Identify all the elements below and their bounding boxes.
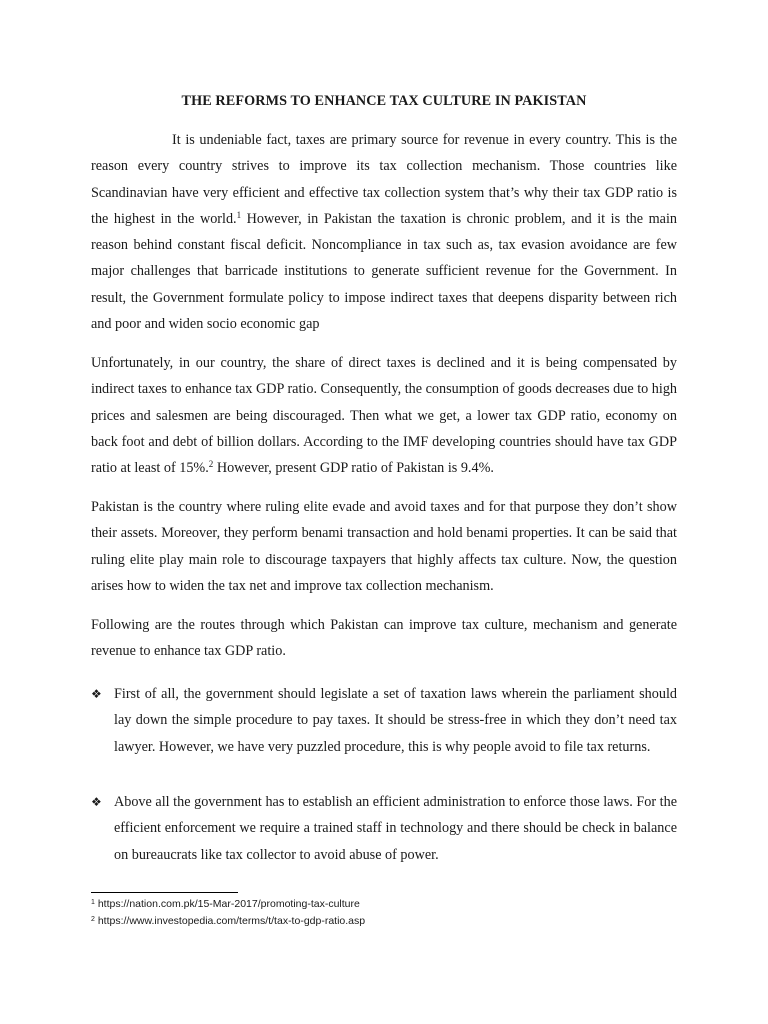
bullet-text-legislation: First of all, the government should legislate a set of taxation laws wherein the parliament should lay down the simple procedure to pay taxes. It should be stress-free in which they don’t need tax lawyer. However, we have very puzzled procedure, this is why people avoid to file tax returns.: [114, 686, 677, 755]
footnote-ref-2[interactable]: 2: [208, 459, 214, 470]
footnote-2: [91, 914, 365, 928]
footnote-1-link[interactable]: https://nation.com.pk/15-Mar-2017/promoting-tax-culture: [94, 898, 360, 910]
paragraph-direct-taxes-text-a: Unfortunately, in our country, the share of direct taxes is declined and it is being compensated by indirect taxes to enhance tax GDP ratio. Consequently, the consumption of goods decreases due to high prices and salesmen are being discouraged. Then what we get, a lower tax GDP ratio, economy on back foot and debt of billion dollars. According to the IMF developing countries should have tax GDP ratio at least of 15%.: [91, 355, 678, 477]
footnote-1-number: 1: [91, 899, 95, 906]
paragraph-ruling-elite: Pakistan is the country where ruling elite evade and avoid taxes and for that purpose they don’t show their assets. Moreover, they perform benami transaction and hold benami properties. It can be said that ruling elite play main role to discourage taxpayers that highly affects tax culture. Now, the question arises how to widen the tax net and improve tax collection mechanism.: [91, 499, 677, 594]
footnote-separator: [91, 892, 238, 893]
footnote-1: [91, 897, 360, 911]
diamond-bullet-icon: ❖: [91, 687, 102, 701]
paragraph-routes: Following are the routes through which Pakistan can improve tax culture, mechanism and generate revenue to enhance tax GDP ratio.: [91, 617, 677, 660]
paragraph-intro: [91, 127, 677, 337]
paragraph-direct-taxes-text-b: However, present GDP ratio of Pakistan is 9.4%.: [213, 460, 494, 477]
footnote-ref-1[interactable]: 1: [236, 209, 242, 220]
footnote-2-link[interactable]: https://www.investopedia.com/terms/t/tax-to-gdp-ratio.asp: [94, 915, 366, 927]
bullet-text-administration: Above all the government has to establish an efficient administration to enforce those laws. For the efficient enforcement we require a trained staff in technology and there should be check in balance on bureaucrats like tax collector to avoid abuse of power.: [114, 794, 677, 863]
bullet-item-administration: [91, 789, 677, 868]
footnote-2-number: 2: [91, 916, 95, 923]
document-title: THE REFORMS TO ENHANCE TAX CULTURE IN PAKISTAN: [181, 93, 587, 109]
paragraph-intro-text-a: It is undeniable fact, taxes are primary source for revenue in every country. This is the reason every country strives to improve its tax collection mechanism. Those countries like Scandinavian have very efficient and effective tax collection system that’s why their tax GDP ratio is the highest in the world.: [91, 132, 677, 227]
diamond-bullet-icon: ❖: [91, 795, 102, 809]
bullet-item-legislation: [91, 681, 677, 760]
paragraph-intro-text-b: However, in Pakistan the taxation is chronic problem, and it is the main reason behind constant fiscal deficit. Noncompliance in tax such as, tax evasion avoidance are few major challenges that barricade institutions to generate sufficient revenue for the Government. In result, the Government formulate policy to impose indirect taxes that deepens disparity between rich and poor and widen socio economic gap: [91, 210, 677, 333]
paragraph-direct-taxes: [91, 350, 677, 481]
